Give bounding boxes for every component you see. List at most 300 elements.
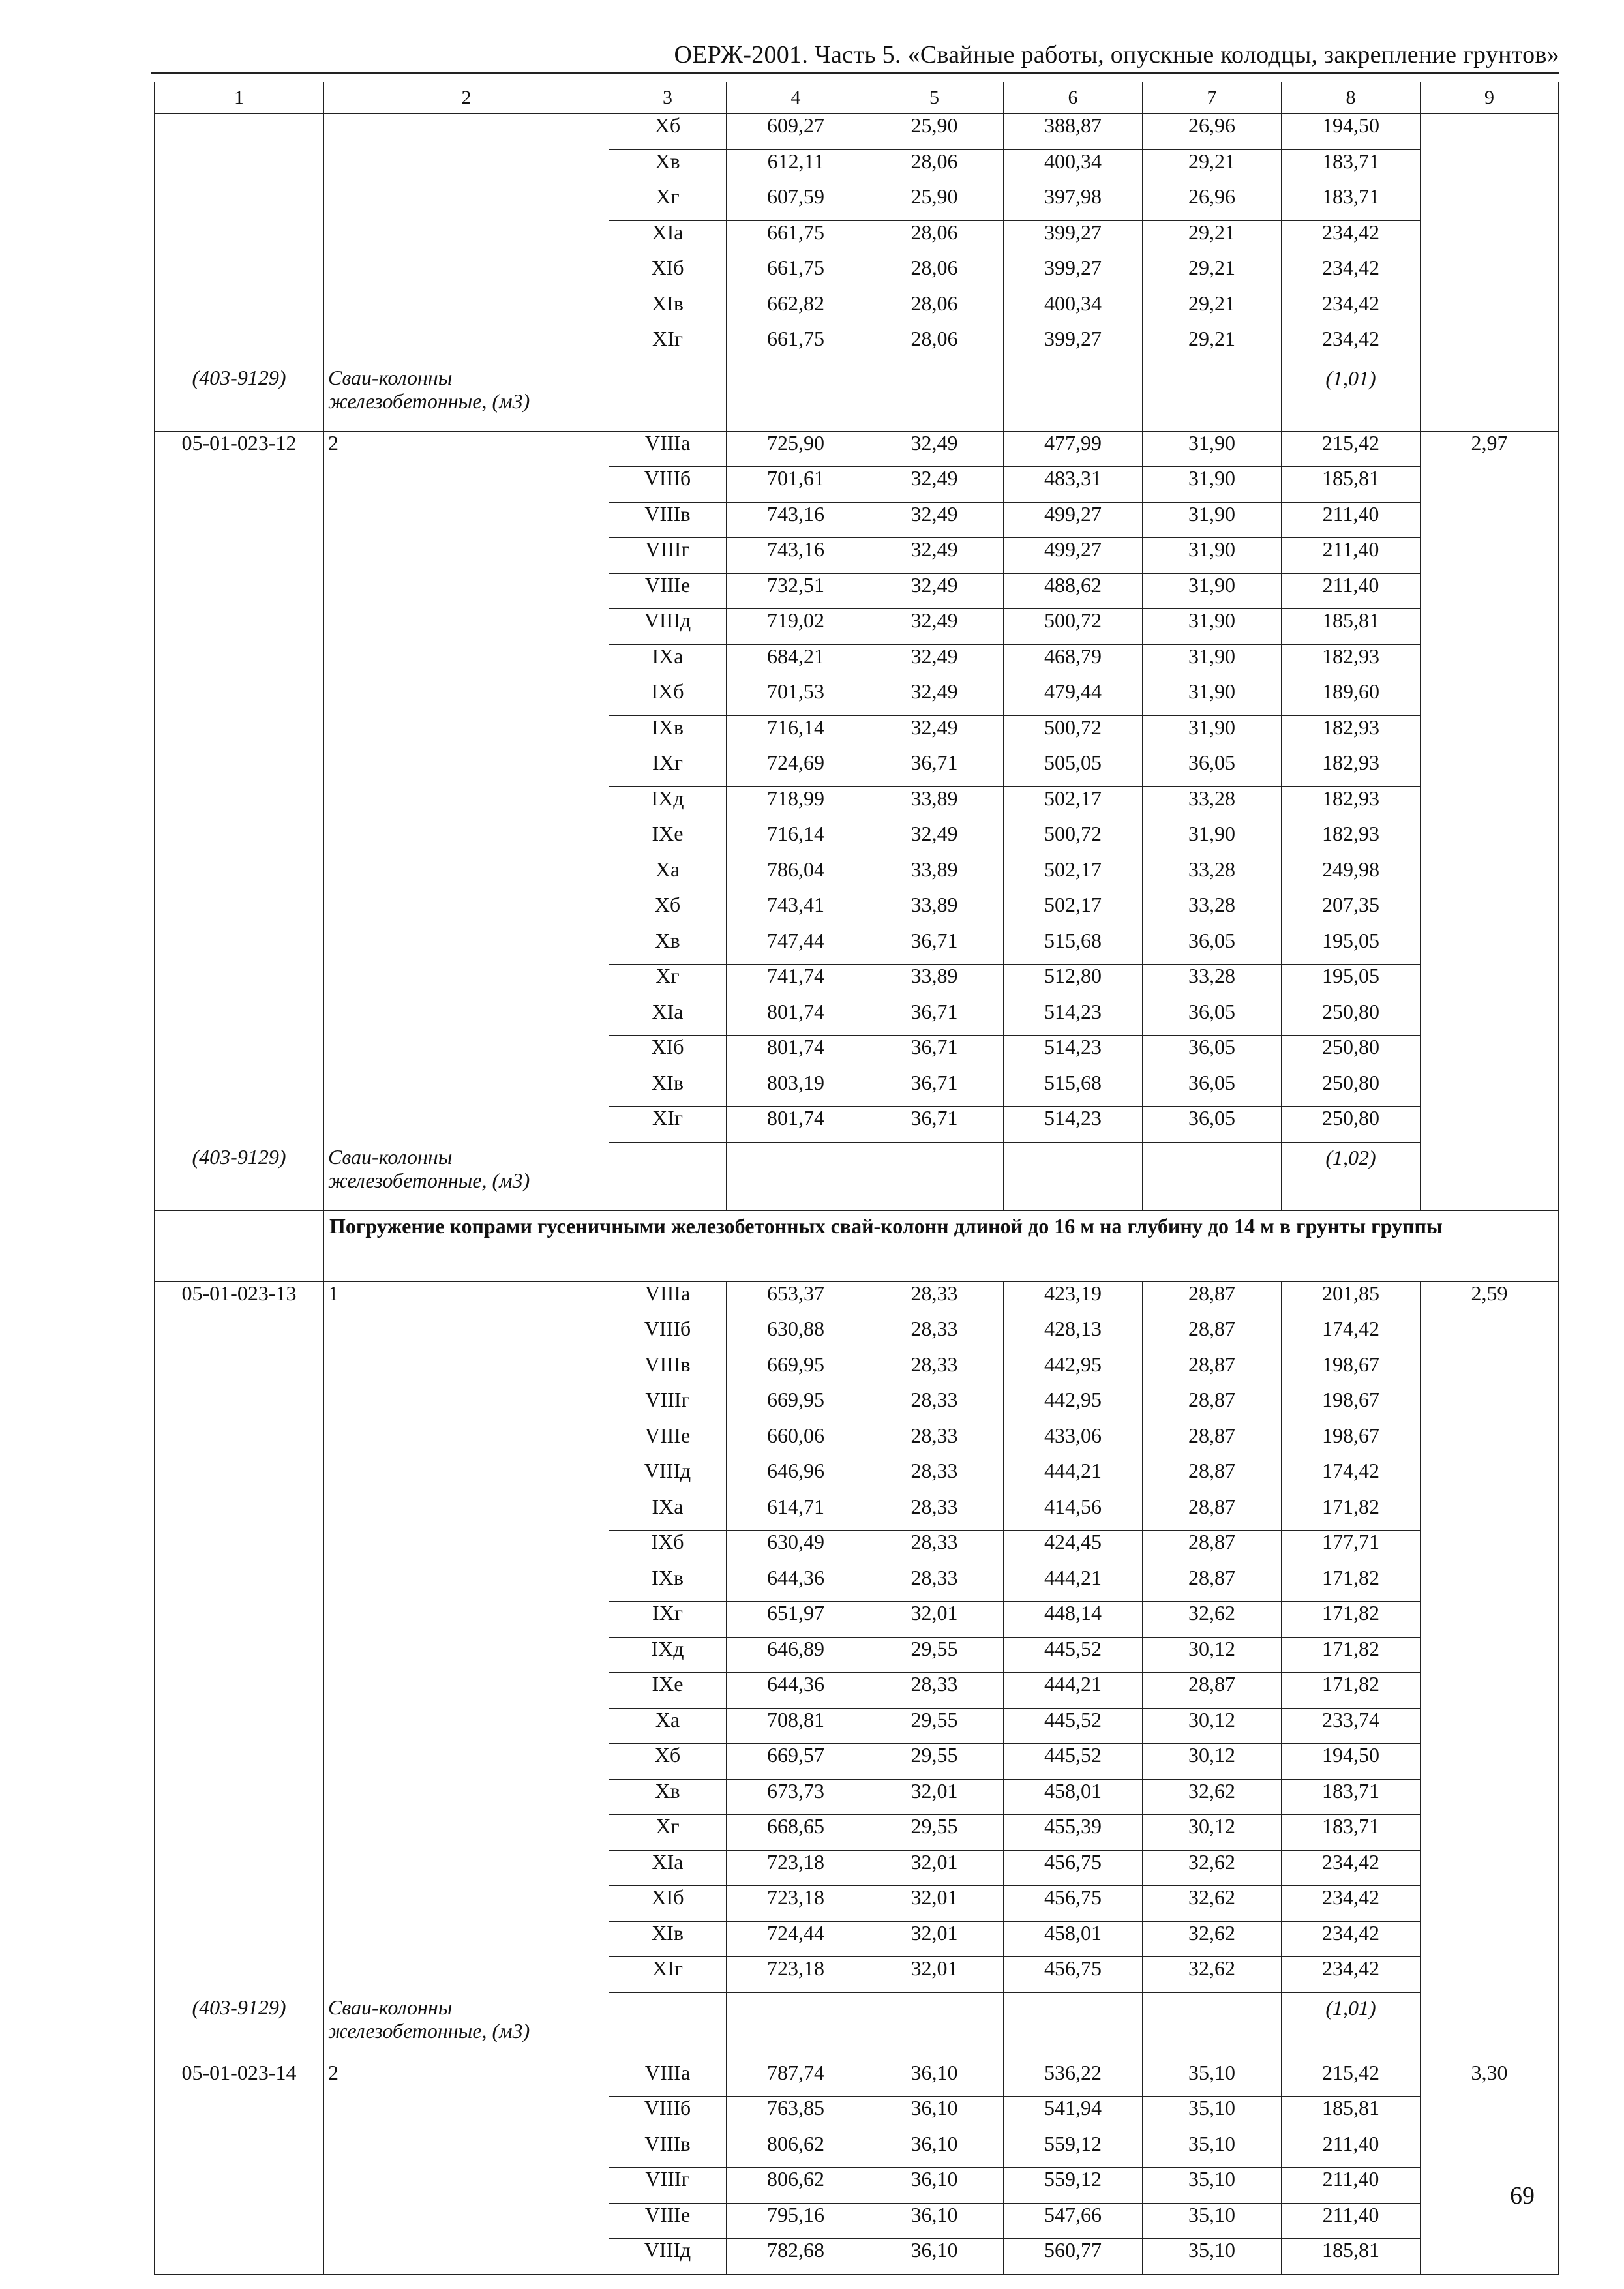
empty-cell	[324, 1495, 609, 1531]
pile-class: XIв	[609, 292, 727, 327]
resource-name: Сваи-колонны железобетонные, (м3)	[324, 1142, 609, 1210]
cell-value: 28,87	[1143, 1673, 1282, 1709]
empty-cell	[1421, 1815, 1559, 1851]
cell-value: 36,10	[865, 2239, 1004, 2275]
cell-value: 743,41	[727, 893, 865, 929]
cell-value: 514,23	[1004, 1000, 1143, 1036]
pile-class: IXa	[609, 1495, 727, 1531]
cell-value: 201,85	[1282, 1281, 1421, 1317]
pile-class: VIIIг	[609, 1388, 727, 1424]
empty-cell	[1004, 1142, 1143, 1210]
total-value: 2,97	[1421, 431, 1559, 467]
cell-value: 669,95	[727, 1353, 865, 1388]
cell-value: 33,28	[1143, 786, 1282, 822]
cell-value: 250,80	[1282, 1071, 1421, 1107]
cell-value: 428,13	[1004, 1317, 1143, 1353]
cell-value: 33,28	[1143, 893, 1282, 929]
cell-value: 801,74	[727, 1000, 865, 1036]
empty-cell	[155, 1071, 324, 1107]
cell-value: 28,87	[1143, 1317, 1282, 1353]
empty-cell	[1421, 363, 1559, 431]
empty-cell	[1421, 292, 1559, 327]
empty-cell	[1421, 1850, 1559, 1886]
table-row	[155, 185, 1559, 221]
cell-value: 234,42	[1282, 1850, 1421, 1886]
table-row	[155, 1071, 1559, 1107]
cell-value: 732,51	[727, 573, 865, 609]
table-row	[155, 2168, 1559, 2204]
empty-cell	[324, 2168, 609, 2204]
empty-cell	[155, 1353, 324, 1388]
empty-cell	[1421, 1107, 1559, 1143]
empty-cell	[155, 644, 324, 680]
cell-value: 174,42	[1282, 1459, 1421, 1495]
table-row	[155, 1602, 1559, 1638]
cell-value: 456,75	[1004, 1850, 1143, 1886]
cell-value: 28,33	[865, 1459, 1004, 1495]
empty-cell	[1421, 467, 1559, 503]
cell-value: 189,60	[1282, 680, 1421, 716]
cell-value: 31,90	[1143, 822, 1282, 858]
cell-value: 185,81	[1282, 467, 1421, 503]
table-row	[155, 2239, 1559, 2275]
cell-value: 801,74	[727, 1036, 865, 1071]
cell-value: 250,80	[1282, 1036, 1421, 1071]
empty-cell	[155, 573, 324, 609]
cell-value: 36,10	[865, 2061, 1004, 2097]
total-value: 2,59	[1421, 1281, 1559, 1317]
empty-cell	[1421, 1921, 1559, 1957]
empty-cell	[324, 256, 609, 292]
empty-cell	[1421, 114, 1559, 150]
pile-class: Хв	[609, 149, 727, 185]
cell-value: 32,49	[865, 467, 1004, 503]
cell-value: 607,59	[727, 185, 865, 221]
empty-cell	[609, 363, 727, 431]
cell-value: 234,42	[1282, 1957, 1421, 1993]
cell-value: 234,42	[1282, 327, 1421, 363]
empty-cell	[1421, 1744, 1559, 1780]
table-row	[155, 1388, 1559, 1424]
pile-class: VIIIв	[609, 2132, 727, 2168]
cell-value: 397,98	[1004, 185, 1143, 221]
cell-value: 725,90	[727, 431, 865, 467]
cell-value: 477,99	[1004, 431, 1143, 467]
cell-value: 28,87	[1143, 1566, 1282, 1602]
empty-cell	[155, 2168, 324, 2204]
table-row	[155, 538, 1559, 574]
cell-value: 183,71	[1282, 1815, 1421, 1851]
empty-cell	[324, 1921, 609, 1957]
pile-class: Xa	[609, 858, 727, 893]
cell-value: 36,10	[865, 2168, 1004, 2204]
cell-value: 718,99	[727, 786, 865, 822]
cell-value: 433,06	[1004, 1424, 1143, 1459]
pile-class: IXв	[609, 1566, 727, 1602]
empty-cell	[324, 2203, 609, 2239]
pile-class: IXe	[609, 1673, 727, 1709]
cell-value: 444,21	[1004, 1673, 1143, 1709]
cell-value: 215,42	[1282, 2061, 1421, 2097]
cell-value: 502,17	[1004, 786, 1143, 822]
cell-value: 211,40	[1282, 502, 1421, 538]
cell-value: 414,56	[1004, 1495, 1143, 1531]
cell-value: 198,67	[1282, 1353, 1421, 1388]
running-header: ОЕРЖ-2001. Часть 5. «Свайные работы, опускные колодцы, закрепление грунтов»	[674, 41, 1559, 68]
empty-cell	[155, 1388, 324, 1424]
empty-cell	[155, 1886, 324, 1922]
empty-cell	[1421, 893, 1559, 929]
cell-value: 198,67	[1282, 1388, 1421, 1424]
table-row	[155, 1921, 1559, 1957]
empty-cell	[324, 1602, 609, 1638]
empty-cell	[155, 185, 324, 221]
cell-value: 28,06	[865, 256, 1004, 292]
empty-cell	[324, 929, 609, 965]
empty-cell	[324, 1815, 609, 1851]
cell-value: 31,90	[1143, 538, 1282, 574]
cell-value: 28,87	[1143, 1459, 1282, 1495]
cell-value: 26,96	[1143, 114, 1282, 150]
pile-class: IXг	[609, 751, 727, 787]
cell-value: 32,01	[865, 1602, 1004, 1638]
cell-value: 25,90	[865, 185, 1004, 221]
pile-class: Хв	[609, 1779, 727, 1815]
empty-cell	[1421, 2168, 1559, 2204]
empty-cell	[155, 893, 324, 929]
empty-cell	[609, 1992, 727, 2061]
cell-value: 743,16	[727, 538, 865, 574]
page-number: 69	[1510, 2182, 1535, 2209]
cell-value: 30,12	[1143, 1744, 1282, 1780]
empty-cell	[324, 1071, 609, 1107]
cell-value: 182,93	[1282, 715, 1421, 751]
table-row	[155, 431, 1559, 467]
empty-cell	[1421, 2132, 1559, 2168]
empty-cell	[1143, 1142, 1282, 1210]
empty-cell	[1421, 1637, 1559, 1673]
resource-name: Сваи-колонны железобетонные, (м3)	[324, 1992, 609, 2061]
empty-cell	[155, 1459, 324, 1495]
table-row	[155, 2097, 1559, 2132]
cell-value: 724,69	[727, 751, 865, 787]
empty-cell	[1421, 1424, 1559, 1459]
empty-cell	[324, 1779, 609, 1815]
section-heading-row	[155, 1210, 1559, 1281]
empty-cell	[324, 327, 609, 363]
pile-class: IXб	[609, 1531, 727, 1566]
cell-value: 747,44	[727, 929, 865, 965]
empty-cell	[1421, 1388, 1559, 1424]
empty-cell	[865, 363, 1004, 431]
table-row	[155, 858, 1559, 893]
pile-class: Xa	[609, 1708, 727, 1744]
cell-value: 661,75	[727, 256, 865, 292]
cell-value: 646,89	[727, 1637, 865, 1673]
table-row	[155, 1815, 1559, 1851]
cell-value: 183,71	[1282, 149, 1421, 185]
empty-cell	[1421, 858, 1559, 893]
cell-value: 182,93	[1282, 751, 1421, 787]
cell-value: 763,85	[727, 2097, 865, 2132]
empty-cell	[324, 751, 609, 787]
table-row	[155, 2132, 1559, 2168]
empty-cell	[1421, 1957, 1559, 1993]
cell-value: 35,10	[1143, 2061, 1282, 2097]
empty-cell	[1421, 1000, 1559, 1036]
cell-value: 171,82	[1282, 1673, 1421, 1709]
cell-value: 31,90	[1143, 502, 1282, 538]
empty-cell	[155, 751, 324, 787]
empty-cell	[1004, 1992, 1143, 2061]
cell-value: 651,97	[727, 1602, 865, 1638]
pile-class: VIIIд	[609, 2239, 727, 2275]
empty-cell	[1421, 2203, 1559, 2239]
empty-cell	[727, 1142, 865, 1210]
pile-class: Хб	[609, 893, 727, 929]
cell-value: 31,90	[1143, 609, 1282, 645]
empty-cell	[324, 1000, 609, 1036]
cell-value: 211,40	[1282, 573, 1421, 609]
cell-value: 500,72	[1004, 609, 1143, 645]
pile-class: XIг	[609, 1957, 727, 1993]
cell-value: 36,05	[1143, 1107, 1282, 1143]
pile-class: VIIIб	[609, 1317, 727, 1353]
cell-value: 31,90	[1143, 467, 1282, 503]
cell-value: 445,52	[1004, 1744, 1143, 1780]
cell-value: 29,21	[1143, 256, 1282, 292]
cell-value: 400,34	[1004, 149, 1143, 185]
empty-cell	[324, 2132, 609, 2168]
cell-value: 806,62	[727, 2132, 865, 2168]
resource-factor: (1,01)	[1282, 363, 1421, 431]
cell-value: 32,62	[1143, 1921, 1282, 1957]
empty-cell	[1421, 149, 1559, 185]
cell-value: 33,28	[1143, 858, 1282, 893]
empty-cell	[324, 822, 609, 858]
table-row	[155, 1000, 1559, 1036]
cell-value: 25,90	[865, 114, 1004, 150]
cell-value: 32,01	[865, 1957, 1004, 1993]
column-header-2: 2	[324, 82, 609, 114]
cell-value: 32,01	[865, 1921, 1004, 1957]
empty-cell	[324, 644, 609, 680]
empty-cell	[324, 1886, 609, 1922]
pile-class: XIa	[609, 1000, 727, 1036]
empty-cell	[155, 2132, 324, 2168]
resource-row	[155, 363, 1559, 431]
pile-class: XIa	[609, 220, 727, 256]
cell-value: 36,71	[865, 1107, 1004, 1143]
cell-value: 234,42	[1282, 220, 1421, 256]
empty-cell	[1421, 1142, 1559, 1210]
empty-cell	[155, 1602, 324, 1638]
row-code: 05-01-023-14	[155, 2061, 324, 2097]
price-table	[154, 82, 1559, 2275]
pile-class: IXг	[609, 1602, 727, 1638]
resource-code: (403-9129)	[155, 1142, 324, 1210]
section-heading: Погружение копрами гусеничными железобетонных свай-колонн длиной до 16 м на глубину до 14 м в грунты группы	[324, 1210, 1559, 1281]
pile-class: XIв	[609, 1921, 727, 1957]
empty-cell	[1421, 220, 1559, 256]
empty-cell	[155, 1957, 324, 1993]
cell-value: 716,14	[727, 822, 865, 858]
cell-value: 444,21	[1004, 1459, 1143, 1495]
empty-cell	[155, 1210, 324, 1281]
resource-row	[155, 1992, 1559, 2061]
table-row	[155, 1957, 1559, 1993]
total-value: 3,30	[1421, 2061, 1559, 2097]
table-row	[155, 1281, 1559, 1317]
pile-class: VIIIe	[609, 1424, 727, 1459]
soil-group: 2	[324, 2061, 609, 2097]
pile-class: VIIIб	[609, 2097, 727, 2132]
empty-cell	[155, 2097, 324, 2132]
empty-cell	[324, 114, 609, 150]
cell-value: 182,93	[1282, 822, 1421, 858]
cell-value: 31,90	[1143, 573, 1282, 609]
empty-cell	[1421, 680, 1559, 716]
cell-value: 724,44	[727, 1921, 865, 1957]
table-row	[155, 680, 1559, 716]
empty-cell	[155, 1036, 324, 1071]
cell-value: 719,02	[727, 609, 865, 645]
table-row	[155, 573, 1559, 609]
cell-value: 560,77	[1004, 2239, 1143, 2275]
empty-cell	[155, 609, 324, 645]
empty-cell	[324, 2239, 609, 2275]
row-code: 05-01-023-13	[155, 1281, 324, 1317]
cell-value: 32,62	[1143, 1957, 1282, 1993]
column-header-5: 5	[865, 82, 1004, 114]
empty-cell	[324, 467, 609, 503]
cell-value: 28,33	[865, 1388, 1004, 1424]
empty-cell	[865, 1992, 1004, 2061]
cell-value: 743,16	[727, 502, 865, 538]
table-row	[155, 1459, 1559, 1495]
cell-value: 36,10	[865, 2203, 1004, 2239]
empty-cell	[1421, 965, 1559, 1000]
empty-cell	[324, 149, 609, 185]
table-row	[155, 965, 1559, 1000]
cell-value: 182,93	[1282, 786, 1421, 822]
table-row	[155, 256, 1559, 292]
cell-value: 786,04	[727, 858, 865, 893]
cell-value: 646,96	[727, 1459, 865, 1495]
cell-value: 458,01	[1004, 1779, 1143, 1815]
empty-cell	[1421, 644, 1559, 680]
cell-value: 701,53	[727, 680, 865, 716]
cell-value: 32,49	[865, 715, 1004, 751]
pile-class: VIIIб	[609, 467, 727, 503]
cell-value: 32,49	[865, 609, 1004, 645]
empty-cell	[1421, 1353, 1559, 1388]
cell-value: 609,27	[727, 114, 865, 150]
table-row	[155, 1850, 1559, 1886]
empty-cell	[609, 1142, 727, 1210]
cell-value: 669,57	[727, 1744, 865, 1780]
cell-value: 171,82	[1282, 1637, 1421, 1673]
empty-cell	[1421, 1071, 1559, 1107]
cell-value: 28,33	[865, 1673, 1004, 1709]
cell-value: 423,19	[1004, 1281, 1143, 1317]
resource-code: (403-9129)	[155, 1992, 324, 2061]
cell-value: 36,71	[865, 1036, 1004, 1071]
cell-value: 445,52	[1004, 1708, 1143, 1744]
cell-value: 195,05	[1282, 929, 1421, 965]
cell-value: 177,71	[1282, 1531, 1421, 1566]
cell-value: 458,01	[1004, 1921, 1143, 1957]
empty-cell	[155, 2203, 324, 2239]
cell-value: 198,67	[1282, 1424, 1421, 1459]
empty-cell	[155, 1495, 324, 1531]
cell-value: 644,36	[727, 1673, 865, 1709]
cell-value: 33,89	[865, 893, 1004, 929]
empty-cell	[155, 1424, 324, 1459]
pile-class: Хг	[609, 965, 727, 1000]
pile-class: VIIIa	[609, 1281, 727, 1317]
cell-value: 782,68	[727, 2239, 865, 2275]
empty-cell	[1421, 929, 1559, 965]
table-row	[155, 644, 1559, 680]
cell-value: 194,50	[1282, 114, 1421, 150]
cell-value: 541,94	[1004, 2097, 1143, 2132]
empty-cell	[155, 502, 324, 538]
cell-value: 32,49	[865, 644, 1004, 680]
cell-value: 211,40	[1282, 2132, 1421, 2168]
table-row	[155, 1708, 1559, 1744]
cell-value: 28,06	[865, 327, 1004, 363]
cell-value: 183,71	[1282, 185, 1421, 221]
cell-value: 32,62	[1143, 1850, 1282, 1886]
pile-class: XIa	[609, 1850, 727, 1886]
empty-cell	[324, 1459, 609, 1495]
cell-value: 32,62	[1143, 1779, 1282, 1815]
empty-cell	[155, 292, 324, 327]
cell-value: 31,90	[1143, 715, 1282, 751]
cell-value: 514,23	[1004, 1107, 1143, 1143]
empty-cell	[324, 1708, 609, 1744]
cell-value: 661,75	[727, 327, 865, 363]
table-row	[155, 751, 1559, 787]
table-row	[155, 1744, 1559, 1780]
table-row	[155, 1637, 1559, 1673]
pile-class: VIIIa	[609, 431, 727, 467]
cell-value: 234,42	[1282, 256, 1421, 292]
empty-cell	[324, 1424, 609, 1459]
cell-value: 399,27	[1004, 220, 1143, 256]
empty-cell	[1421, 1779, 1559, 1815]
cell-value: 31,90	[1143, 431, 1282, 467]
cell-value: 456,75	[1004, 1957, 1143, 1993]
cell-value: 29,21	[1143, 327, 1282, 363]
table-row	[155, 327, 1559, 363]
cell-value: 644,36	[727, 1566, 865, 1602]
cell-value: 723,18	[727, 1957, 865, 1993]
cell-value: 399,27	[1004, 327, 1143, 363]
pile-class: VIIIв	[609, 1353, 727, 1388]
empty-cell	[1421, 1708, 1559, 1744]
empty-cell	[155, 256, 324, 292]
cell-value: 35,10	[1143, 2132, 1282, 2168]
cell-value: 448,14	[1004, 1602, 1143, 1638]
cell-value: 35,10	[1143, 2097, 1282, 2132]
cell-value: 182,93	[1282, 644, 1421, 680]
cell-value: 28,06	[865, 149, 1004, 185]
cell-value: 36,10	[865, 2132, 1004, 2168]
cell-value: 445,52	[1004, 1637, 1143, 1673]
pile-class: Хв	[609, 929, 727, 965]
